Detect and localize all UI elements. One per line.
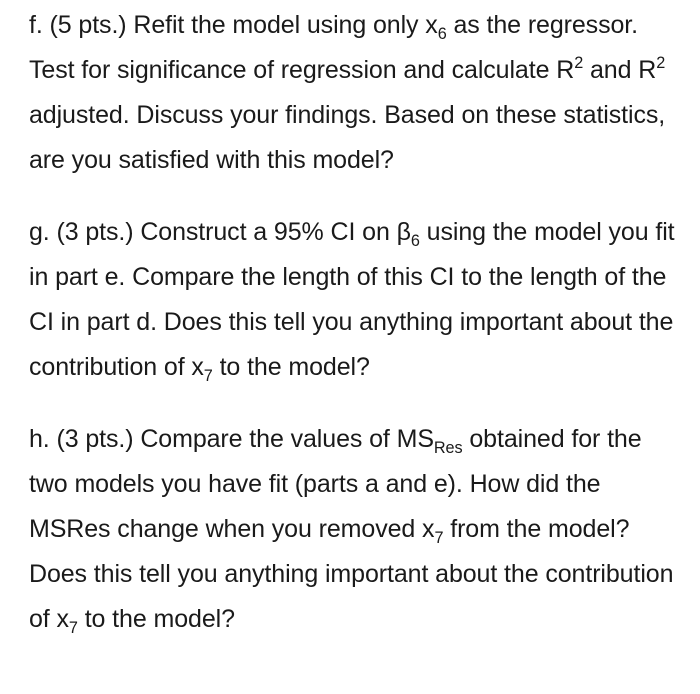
- subscript-res: Res: [433, 438, 463, 457]
- question-h-text-3: from the model? Does this tell you anything important about the contribution of x: [29, 515, 674, 633]
- question-g-text-1: g. (3 pts.) Construct a 95% CI on β: [29, 218, 411, 246]
- question-h: [29, 417, 678, 642]
- question-f-text-3: and R: [583, 56, 657, 84]
- question-h-text-2: obtained for the two models you have fit (parts a and e). How did the MSRes change when you removed x: [29, 425, 642, 543]
- question-g-text-3: to the model?: [212, 353, 370, 381]
- question-h-text-4: to the model?: [77, 605, 235, 633]
- question-g-text-2: using the model you fit in part e. Compare the length of this CI to the length of the CI in part d. Does this tell you anything important about the contribution of x: [29, 218, 675, 381]
- subscript-x6: 6: [437, 24, 447, 43]
- question-f-text-4: adjusted. Discuss your findings. Based on these statistics, are you satisfied with this model?: [29, 101, 666, 174]
- subscript-beta6: 6: [410, 231, 420, 250]
- superscript-r2: 2: [574, 54, 584, 73]
- question-h-text-1: h. (3 pts.) Compare the values of MS: [29, 425, 434, 453]
- subscript-x7: 7: [434, 528, 444, 547]
- question-f-text-1: f. (5 pts.) Refit the model using only x: [29, 11, 438, 39]
- subscript-x7: 7: [68, 618, 78, 637]
- question-f: [29, 0, 678, 183]
- superscript-r2-adjusted: 2: [656, 54, 666, 73]
- subscript-x7: 7: [203, 366, 213, 385]
- question-f-text-2: as the regressor. Test for significance of regression and calculate R: [29, 11, 638, 84]
- question-g: [29, 210, 678, 390]
